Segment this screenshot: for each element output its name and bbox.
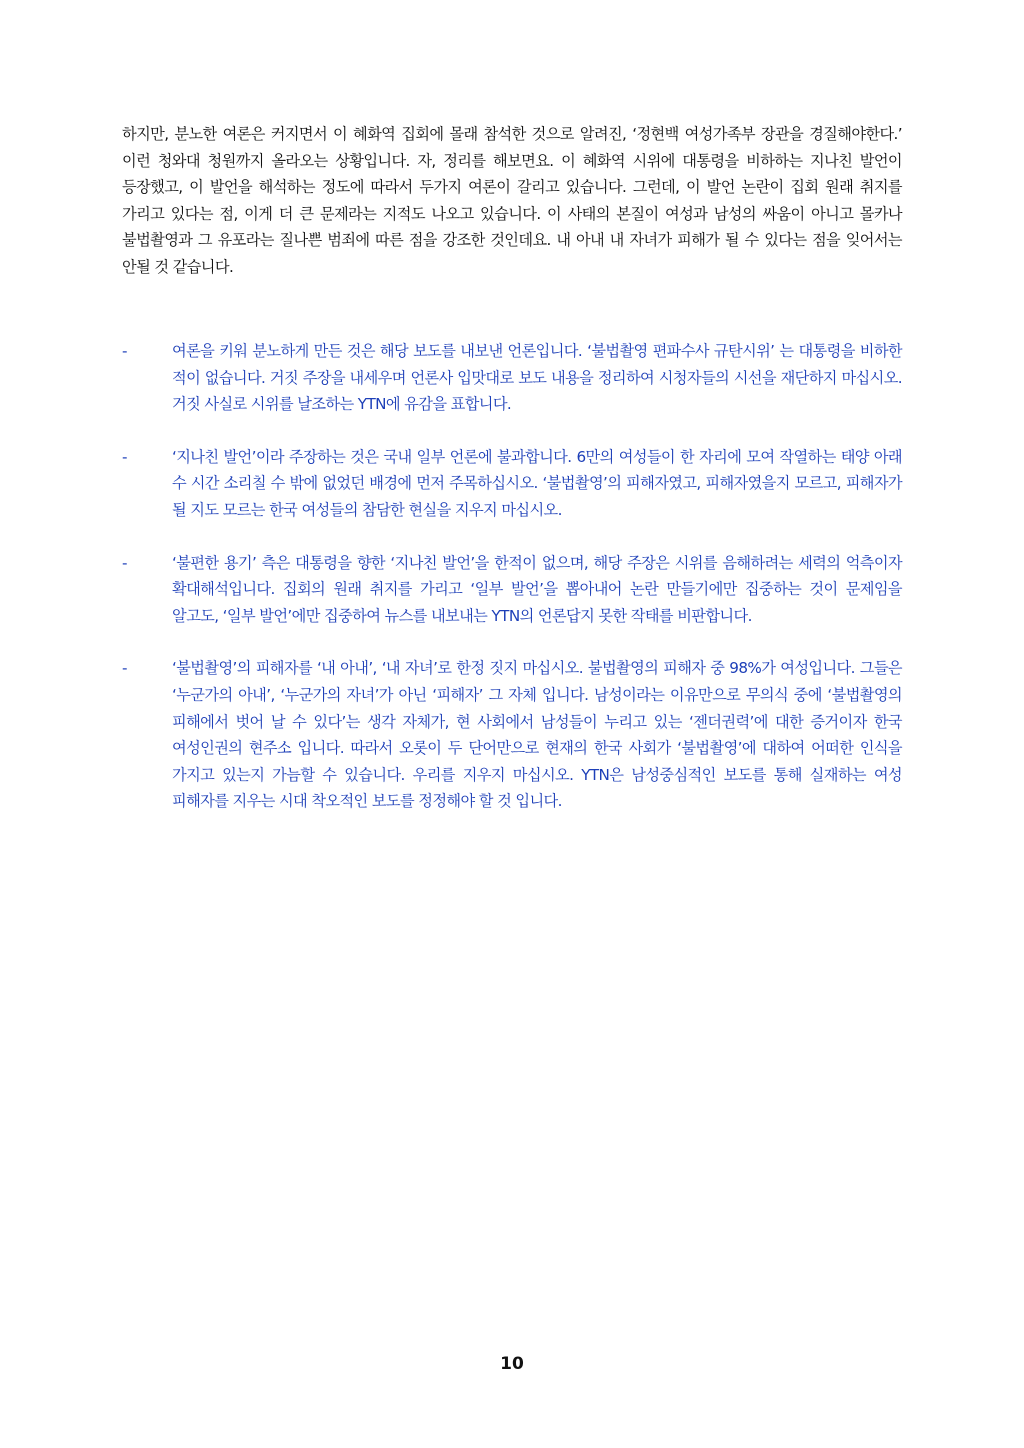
rebuttal-item-2: [122, 444, 902, 524]
intro-paragraph: 하지만, 분노한 여론은 커지면서 이 혜화역 집회에 몰래 참석한 것으로 알려진, ‘정현백 여성가족부 장관을 경질해야한다.’ 이런 청와대 청원까지 올라오는 상황입니다. 자, 정리를 해보면요. 이 혜화역 시위에 대통령을 비하하는 지나친 발언이 등장했고, 이 발언을 해석하는 정도에 따라서 두가지 여론이 갈리고 있습니다. 그런데, 이 발언 논란이 집회 원래 취지를 가리고 있다는 점, 이게 더 큰 문제라는 지적도 나오고 있습니다. 이 사태의 본질이 여성과 남성의 싸움이 아니고 몰카나 불법촬영과 그 유포라는 질나쁜 범죄에 따른 점을 강조한 것인데요. 내 아내 내 자녀가 피해가 될 수 있다는 점을 잊어서는 안될 것 같습니다.: [122, 125, 902, 276]
rebuttal-item-1: [122, 338, 902, 418]
rebuttal-item-3: [122, 550, 902, 630]
bullet-dash: -: [122, 447, 128, 466]
rebuttal-text: ‘지나친 발언’이라 주장하는 것은 국내 일부 언론에 불과합니다. 6만의 여성들이 한 자리에 모여 작열하는 태양 아래 수 시간 소리칠 수 밖에 없었던 배경에 먼저 주목하십시오. ‘불법촬영’의 피해자였고, 피해자였을지 모르고, 피해자가 될 지도 모르는 한국 여성들의 참담한 현실을 지우지 마십시오.: [172, 447, 902, 519]
bullet-dash: -: [122, 553, 128, 572]
rebuttal-list: [122, 338, 902, 841]
rebuttal-item-4: [122, 655, 902, 815]
rebuttal-text: 여론을 키워 분노하게 만든 것은 해당 보도를 내보낸 언론입니다. ‘불법촬영 편파수사 규탄시위’ 는 대통령을 비하한 적이 없습니다. 거짓 주장을 내세우며 언론사 입맛대로 보도 내용을 정리하여 시청자들의 시선을 재단하지 마십시오. 거짓 사실로 시위를 날조하는 YTN에 유감을 표합니다.: [172, 342, 902, 414]
bullet-dash: -: [122, 342, 128, 360]
page-number: 10: [500, 1354, 524, 1374]
rebuttal-text: ‘불법촬영’의 피해자를 ‘내 아내’, ‘내 자녀’로 한정 짓지 마십시오. 불법촬영의 피해자 중 98%가 여성입니다. 그들은 ‘누군가의 아내’, ‘누군가의 자녀’가 아닌 ‘피해자’ 그 자체 입니다. 남성이라는 이유만으로 무의식 중에 ‘불법촬영의 피해에서 벗어 날 수 있다’는 생각 자체가, 현 사회에서 남성들이 누리고 있는 ‘젠더권력’에 대한 증거이자 한국 여성인권의 현주소 입니다. 따라서 오롯이 두 단어만으로 현재의 한국 사회가 ‘불법촬영’에 대하여 어떠한 인식을 가지고 있는지 가늠할 수 있습니다. 우리를 지우지 마십시오. YTN은 남성중심적인 보도를 통해 실재하는 여성 피해자를 지우는 시대 착오적인 보도를 정정해야 할 것 입니다.: [172, 659, 902, 811]
bullet-dash: -: [122, 659, 128, 678]
rebuttal-text: ‘불편한 용기’ 측은 대통령을 향한 ‘지나친 발언’을 한적이 없으며, 해당 주장은 시위를 음해하려는 세력의 억측이자 확대해석입니다. 집회의 원래 취지를 가리고 ‘일부 발언’을 뽑아내어 논란 만들기에만 집중하는 것이 문제임을 알고도, ‘일부 발언’에만 집중하여 뉴스를 내보내는 YTN의 언론답지 못한 작태를 비판합니다.: [172, 553, 902, 625]
